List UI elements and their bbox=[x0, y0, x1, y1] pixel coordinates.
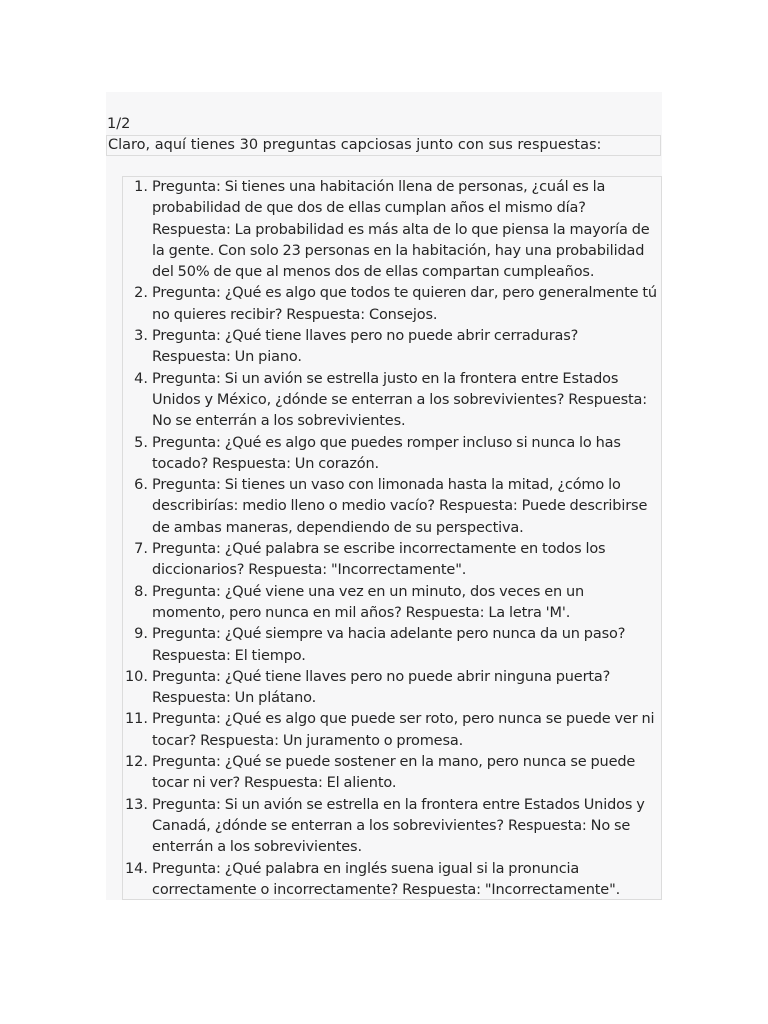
list-item bbox=[122, 433, 662, 476]
item-text: Pregunta: ¿Qué palabra se escribe incorrectamente en todos los diccionarios? Respuesta: "Incorrectamente". bbox=[152, 541, 606, 579]
item-number: 8. bbox=[134, 583, 148, 600]
item-text: Pregunta: ¿Qué se puede sostener en la mano, pero nunca se puede tocar ni ver? Respuesta: El aliento. bbox=[152, 754, 636, 792]
list-item bbox=[122, 283, 662, 326]
item-number: 2. bbox=[134, 285, 148, 302]
list-item bbox=[122, 709, 662, 752]
item-number: 6. bbox=[134, 477, 148, 494]
list-item bbox=[122, 795, 662, 859]
item-text: Pregunta: ¿Qué tiene llaves pero no puede abrir ninguna puerta? Respuesta: Un plátano. bbox=[152, 668, 611, 707]
intro-text: Claro, aquí tienes 30 preguntas capciosas junto con sus respuestas: bbox=[106, 135, 661, 156]
item-text: Pregunta: Si un avión se estrella justo en la frontera entre Estados Unidos y México, ¿dónde se enterran a los sobrevivientes? Respuesta: No se enterrán a los sobrevivientes. bbox=[152, 370, 648, 430]
item-text: Pregunta: ¿Qué tiene llaves pero no puede abrir cerraduras? Respuesta: Un piano. bbox=[152, 328, 579, 366]
item-text: Pregunta: Si tienes una habitación llena de personas, ¿cuál es la probabilidad de que dos de ellas cumplan años el mismo día? Respuesta: La probabilidad es más alta de lo que piensa la mayoría de la gente. Con solo 23 personas en la habitación, hay una probabilidad del 50% de que al menos dos de ellas compartan cumpleaños. bbox=[152, 179, 650, 281]
list-item bbox=[122, 859, 662, 902]
item-number: 14. bbox=[124, 860, 148, 877]
item-text: Pregunta: Si tienes un vaso con limonada hasta la mitad, ¿cómo lo describirías: medio lleno o medio vacío? Respuesta: Puede describirse de ambas maneras, dependiendo de su perspectiva. bbox=[152, 477, 648, 536]
list-item bbox=[122, 475, 662, 539]
page-indicator: 1/2 bbox=[107, 116, 131, 132]
list-item bbox=[122, 177, 662, 283]
item-number: 12. bbox=[124, 754, 148, 771]
item-text: Pregunta: ¿Qué es algo que puede ser roto, pero nunca se puede ver ni tocar? Respuesta: Un juramento o promesa. bbox=[152, 711, 655, 749]
item-text: Pregunta: ¿Qué es algo que puedes romper incluso si nunca lo has tocado? Respuesta: Un corazón. bbox=[152, 434, 621, 472]
item-number: 13. bbox=[124, 796, 148, 813]
item-number: 7. bbox=[134, 541, 148, 558]
list-item bbox=[122, 326, 662, 369]
list-item bbox=[122, 582, 662, 625]
item-number: 10. bbox=[124, 668, 148, 685]
item-number: 4. bbox=[134, 370, 148, 387]
item-number: 3. bbox=[134, 328, 148, 345]
item-text: Pregunta: ¿Qué siempre va hacia adelante pero nunca da un paso? Respuesta: El tiempo. bbox=[152, 626, 626, 664]
item-number: 5. bbox=[134, 434, 148, 451]
question-list bbox=[122, 177, 662, 901]
list-item bbox=[122, 667, 662, 710]
list-item bbox=[122, 539, 662, 582]
list-item bbox=[122, 752, 662, 795]
item-text: Pregunta: ¿Qué palabra en inglés suena igual si la pronuncia correctamente o incorrectamente? Respuesta: "Incorrectamente". bbox=[152, 860, 621, 898]
item-number: 11. bbox=[124, 711, 148, 728]
item-text: Pregunta: Si un avión se estrella en la frontera entre Estados Unidos y Canadá, ¿dónde se enterran a los sobrevivientes? Respuesta: No se enterrán a los sobrevivientes. bbox=[152, 796, 645, 856]
item-number: 9. bbox=[134, 626, 148, 643]
item-number: 1. bbox=[134, 179, 148, 195]
item-text: Pregunta: ¿Qué viene una vez en un minuto, dos veces en un momento, pero nunca en mil años? Respuesta: La letra 'M'. bbox=[152, 583, 585, 621]
item-text: Pregunta: ¿Qué es algo que todos te quieren dar, pero generalmente tú no quieres recibir? Respuesta: Consejos. bbox=[152, 285, 657, 323]
list-item bbox=[122, 369, 662, 433]
list-item bbox=[122, 624, 662, 667]
